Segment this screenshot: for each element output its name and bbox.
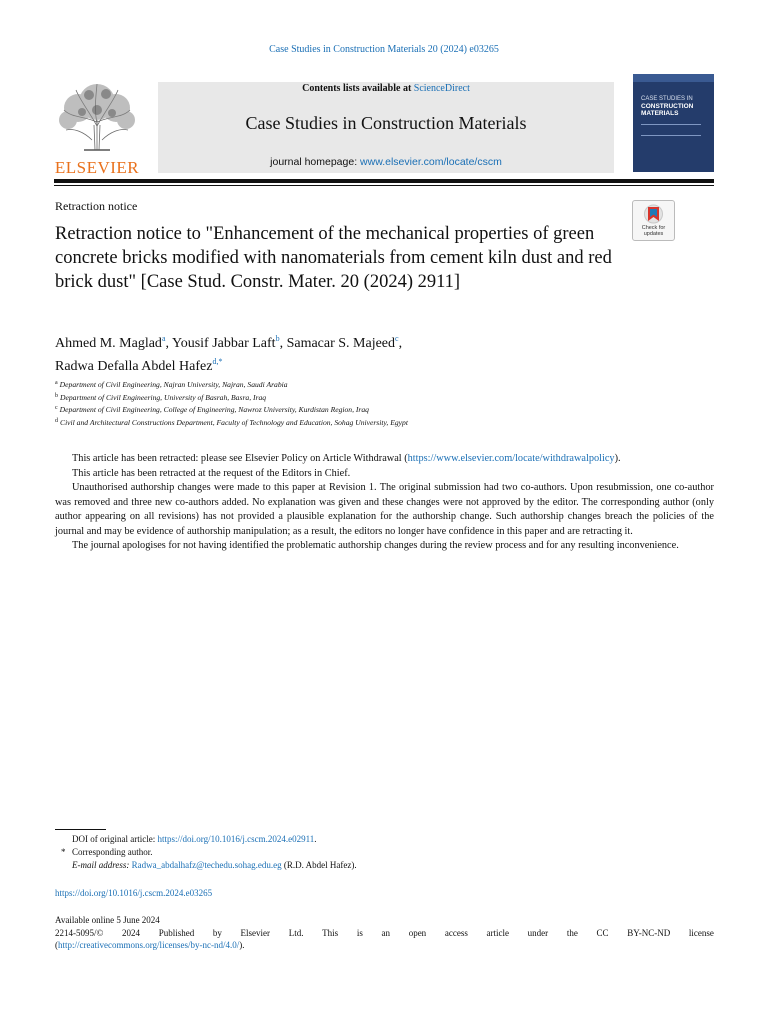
license-line <box>55 927 714 939</box>
author-name[interactable]: Samacar S. Majeed <box>286 336 396 351</box>
license-word: an <box>381 928 391 938</box>
journal-banner <box>158 82 614 173</box>
author-separator: , <box>279 336 287 351</box>
footnote-star: * <box>61 847 66 857</box>
license-word: the <box>566 928 578 938</box>
license-link[interactable]: http://creativecommons.org/licenses/by-nc-nd/4.0/ <box>58 940 240 950</box>
affiliation-key: b <box>55 392 58 399</box>
contents-prefix: Contents lists available at <box>302 83 412 94</box>
author-list <box>55 330 615 376</box>
original-doi-link[interactable]: https://doi.org/10.1016/j.cscm.2024.e02911 <box>157 834 315 844</box>
footnotes <box>55 833 714 872</box>
elsevier-logo[interactable] <box>54 80 140 176</box>
tree-icon <box>54 80 140 152</box>
body-paragraph: This article has been retracted at the request of the Editors in Chief. <box>72 467 351 479</box>
license-word: is <box>356 928 363 938</box>
footnote-doi <box>55 833 714 846</box>
author-name[interactable]: Radwa Defalla Abdel Hafez <box>55 359 213 374</box>
license-text: ). <box>239 940 245 950</box>
affiliation-text: Department of Civil Engineering, Najran University, Najran, Saudi Arabia <box>59 380 288 389</box>
license-word: open <box>408 928 427 938</box>
author-name[interactable]: Yousif Jabbar Laft <box>171 336 276 351</box>
retraction-body <box>55 452 714 554</box>
affiliation-item <box>55 378 715 391</box>
affiliation-item <box>55 416 715 429</box>
license-word: article <box>486 928 509 938</box>
license-text: ( <box>55 940 58 950</box>
author-affiliation-mark[interactable]: b <box>275 334 280 343</box>
license-line <box>55 939 714 951</box>
footnote-corresponding <box>55 846 714 859</box>
publisher-name: ELSEVIER <box>54 158 140 177</box>
homepage-prefix: journal homepage: <box>270 156 358 168</box>
author-separator: , <box>165 336 172 351</box>
badge-label-line: Check for <box>641 225 666 231</box>
author-affiliation-mark[interactable]: c <box>395 334 399 343</box>
footnote-rule <box>55 829 106 830</box>
cover-title <box>641 96 709 117</box>
homepage-line <box>158 156 614 168</box>
footnote-email <box>55 859 714 872</box>
author-affiliation-mark[interactable]: a <box>161 334 166 343</box>
article-type: Retraction notice <box>55 199 138 213</box>
article-doi-link[interactable]: https://doi.org/10.1016/j.cscm.2024.e03265 <box>55 888 213 898</box>
license-word: license <box>688 928 714 938</box>
available-online: Available online 5 June 2024 <box>55 915 160 925</box>
footnote-label: DOI of original article: <box>72 834 156 844</box>
affiliation-item <box>55 403 715 416</box>
cover-stripe <box>633 74 714 82</box>
license-word: by <box>212 928 222 938</box>
cover-title-line: MATERIALS <box>641 110 679 117</box>
email-link[interactable]: Radwa_abdalhafz@techedu.sohag.edu.eg <box>131 860 282 870</box>
license-word: 2024 <box>122 928 141 938</box>
affiliation-key: a <box>55 380 58 386</box>
body-text: This article has been retracted: please see Elsevier Policy on Article Withdrawal ( <box>72 453 408 464</box>
license-word: Ltd. <box>288 928 304 938</box>
affiliation-list <box>55 378 715 428</box>
author-name[interactable]: Ahmed M. Maglad <box>55 336 162 351</box>
footnote-text: (R.D. Abdel Hafez). <box>283 860 357 870</box>
license-word: BY-NC-ND <box>627 928 671 938</box>
check-for-updates-badge[interactable] <box>632 200 675 241</box>
license-word: Elsevier <box>240 928 271 938</box>
license-word: access <box>444 928 468 938</box>
journal-header <box>54 74 714 177</box>
cover-title-line: CASE STUDIES IN <box>641 96 693 102</box>
body-paragraph: Unauthorised authorship changes were made to this paper at Revision 1. The original submission had two co-authors. Upon resubmission, one co-author was removed and three new co-authors added. No explanation was given and these changes were not approved by the editor. The corresponding author (only author appearing on all revisions) has not provided a plausible explanation for the authorship change. Such authorship changes breach the policies of the journal and may be evidence of authorship manipulation; as a result, the editors no longer have confidence in this paper and are retracting it. <box>55 482 714 537</box>
affiliation-text: Civil and Architectural Constructions Department, Faculty of Technology and Education, Sohag University, Egypt <box>60 417 408 427</box>
homepage-link[interactable]: www.elsevier.com/locate/cscm <box>360 156 502 168</box>
affiliation-text: Department of Civil Engineering, University of Basrah, Basra, Iraq <box>60 392 267 402</box>
cover-title-line: CONSTRUCTION <box>641 103 694 110</box>
header-rule-thick <box>54 179 714 183</box>
sciencedirect-link[interactable]: ScienceDirect <box>413 83 470 94</box>
badge-label <box>633 225 674 237</box>
contents-line <box>158 83 614 94</box>
license-word: CC <box>596 928 609 938</box>
license-statement <box>55 927 714 951</box>
license-word: under <box>527 928 549 938</box>
affiliation-item <box>55 391 715 404</box>
footnote-text: . <box>314 834 317 844</box>
affiliation-key: c <box>55 405 58 412</box>
withdrawal-policy-link[interactable]: https://www.elsevier.com/locate/withdrawalpolicy <box>407 453 615 464</box>
article-title: Retraction notice to "Enhancement of the mechanical properties of green concrete bricks modified with nanomaterials from cement kiln dust and red brick dust" [Case Stud. Constr. Mater. 20 (2024) 2911] <box>55 224 612 292</box>
body-text: ). <box>614 453 621 464</box>
affiliation-text: Department of Civil Engineering, College of Engineering, Nawroz University, Kurdistan Region, Iraq <box>59 405 369 415</box>
license-word: Published <box>158 928 195 938</box>
author-separator: , <box>398 336 403 351</box>
running-head[interactable]: Case Studies in Construction Materials 20 (2024) e03265 <box>269 44 499 55</box>
badge-label-line: updates <box>643 231 664 237</box>
author-affiliation-mark[interactable]: d,* <box>212 357 223 366</box>
cover-decoration <box>641 124 701 136</box>
journal-cover[interactable] <box>633 74 714 172</box>
body-paragraph <box>55 452 714 467</box>
email-label: E-mail address: <box>72 860 130 870</box>
footnote-text: Corresponding author. <box>72 847 153 857</box>
body-paragraph: The journal apologises for not having identified the problematic authorship changes during the review process and for any resulting inconvenience. <box>72 540 679 551</box>
bookmark-icon <box>633 203 674 227</box>
journal-title: Case Studies in Construction Materials <box>245 113 527 133</box>
license-word: 2214-5095/© <box>55 928 104 938</box>
article-doi <box>55 888 212 898</box>
header-rule-thin <box>54 185 714 186</box>
license-word: This <box>322 928 339 938</box>
affiliation-key: d <box>55 417 58 424</box>
